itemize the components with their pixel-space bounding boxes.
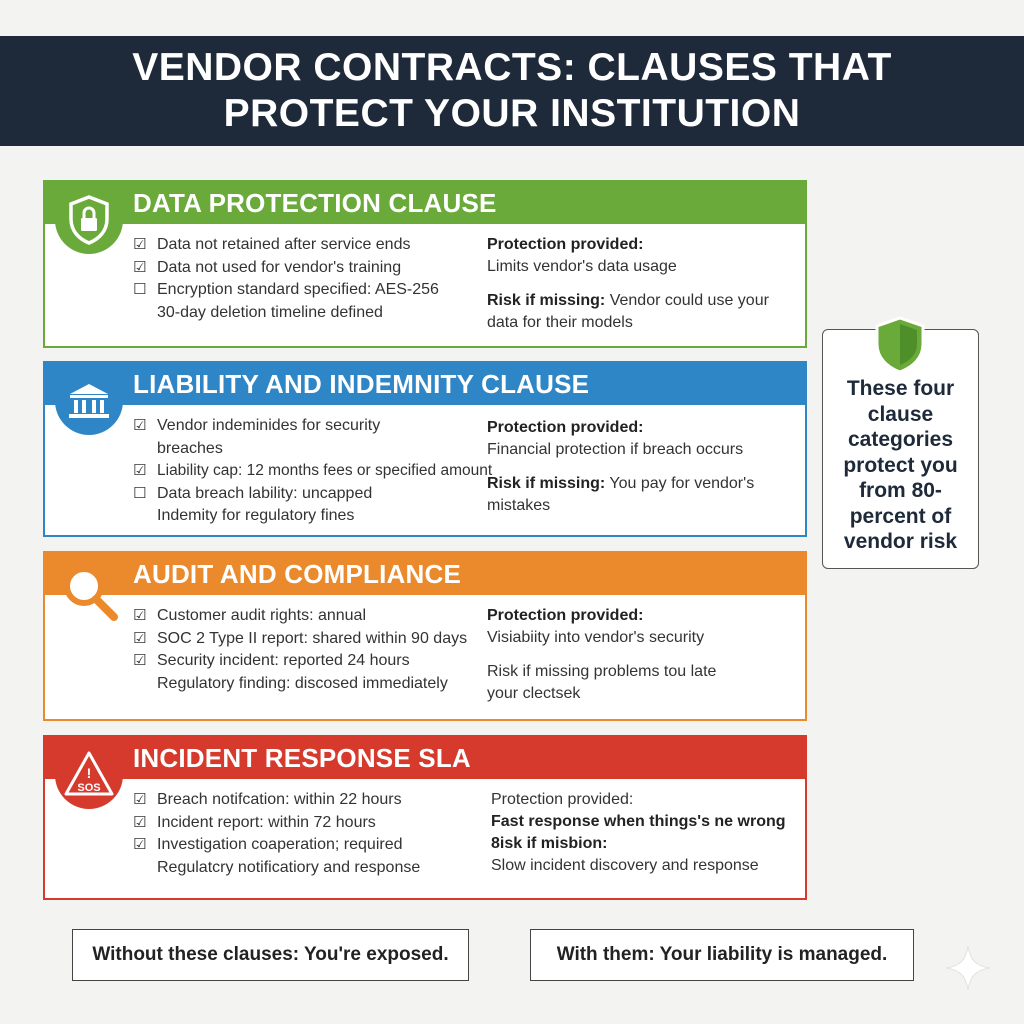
checklist xyxy=(133,234,483,324)
risk-text: You pay for vendor's mistakes xyxy=(487,475,755,514)
risk-label: Risk if missing: xyxy=(487,292,606,309)
checkbox-checked-icon: ☑ xyxy=(133,836,147,853)
list-item: Regulatory finding: discosed immediately xyxy=(157,674,448,692)
protection-text: Limits vendor's data usage xyxy=(487,258,677,275)
side-note-text: These four clause categories protect you from 80-percent of vendor risk xyxy=(843,377,958,553)
risk-label: Risk if missing: xyxy=(487,475,606,492)
protection-label: Protection provided: xyxy=(487,419,644,436)
protection-info xyxy=(487,234,797,334)
title-line-2: PROTECT YOUR INSTITUTION xyxy=(223,92,801,135)
shield-lock-icon xyxy=(55,186,123,254)
checkbox-empty-icon: ☐ xyxy=(133,484,147,502)
card-header xyxy=(45,182,805,224)
list-item: ☑ Incident report: within 72 hours xyxy=(133,812,483,835)
checkbox-checked-icon: ☑ xyxy=(133,462,147,479)
risk-info xyxy=(487,661,747,705)
list-item: Regulatcry notificatiory and response xyxy=(157,858,421,876)
risk-info xyxy=(487,290,797,334)
checkbox-checked-icon: ☑ xyxy=(133,607,147,624)
checkbox-checked-icon: ☑ xyxy=(133,417,147,434)
protection-text: Financial protection if breach occurs xyxy=(487,441,744,458)
title-line-1: VENDOR CONTRACTS: CLAUSES THAT xyxy=(132,46,892,89)
card-audit-compliance xyxy=(43,551,807,721)
protection-info xyxy=(491,789,801,877)
list-item: ☑ Breach notifcation: within 22 hours xyxy=(133,789,483,812)
list-item: Indemity for regulatory fines xyxy=(157,507,355,524)
card-title: DATA PROTECTION CLAUSE xyxy=(133,187,497,218)
list-item: ☐ Data breach lability: uncapped xyxy=(133,483,493,506)
checkbox-checked-icon: ☑ xyxy=(133,629,147,647)
list-item: ☐ Encryption standard specified: AES-256 xyxy=(133,279,483,302)
protection-label: Protection provided: xyxy=(491,791,634,808)
sparkle-icon xyxy=(944,944,992,992)
footer-without-clauses xyxy=(72,929,469,981)
card-header xyxy=(45,553,805,595)
list-item: ☑ Data not retained after service ends xyxy=(133,234,483,257)
risk-text: Slow incident discovery and response xyxy=(491,857,759,874)
footer-with-clauses xyxy=(530,929,914,981)
checklist xyxy=(133,789,483,879)
checklist xyxy=(133,605,483,695)
protection-label: Protection provided: xyxy=(487,607,644,624)
sos-alert-icon xyxy=(55,741,123,809)
risk-info xyxy=(487,473,797,517)
card-header xyxy=(45,363,805,405)
card-liability-indemnity xyxy=(43,361,807,537)
protection-text: Fast response when things's ne wrong xyxy=(491,813,786,830)
checkbox-checked-icon: ☑ xyxy=(133,258,147,276)
list-item: ☑ Data not used for vendor's training xyxy=(133,257,483,280)
shield-icon xyxy=(873,316,927,374)
card-title: LIABILITY AND INDEMNITY CLAUSE xyxy=(133,368,590,399)
svg-text:!: ! xyxy=(86,765,92,781)
checkbox-checked-icon: ☑ xyxy=(133,813,147,831)
protection-info xyxy=(487,605,797,705)
bank-icon xyxy=(55,367,123,435)
side-note-box xyxy=(822,329,979,569)
sos-label: SOS xyxy=(77,782,101,794)
checkbox-checked-icon: ☑ xyxy=(133,652,147,669)
page-title xyxy=(132,45,892,137)
card-title: AUDIT AND COMPLIANCE xyxy=(133,558,462,589)
checkbox-checked-icon: ☑ xyxy=(133,236,147,253)
list-item: ☑ Liability cap: 12 months fees or specified amount xyxy=(133,460,493,483)
card-title: INCIDENT RESPONSE SLA xyxy=(133,742,471,773)
protection-info xyxy=(487,417,797,517)
list-item: ☑ SOC 2 Type II report: shared within 90 days xyxy=(133,628,483,651)
risk-text: Risk if missing problems tou late your clectsek xyxy=(487,663,717,702)
protection-label: Protection provided: xyxy=(487,236,644,253)
list-item: ☑ Vendor indeminides for security breaches xyxy=(133,417,381,457)
checkbox-empty-icon: ☐ xyxy=(133,281,147,298)
magnifier-icon xyxy=(57,559,125,627)
footer-right-text: With them: Your liability is managed. xyxy=(556,944,888,965)
footer-left-text: Without these clauses: You're exposed. xyxy=(92,944,449,965)
list-item: ☑ Investigation coaperation; required xyxy=(133,834,483,857)
checkbox-checked-icon: ☑ xyxy=(133,791,147,808)
header-banner xyxy=(0,36,1024,146)
risk-text: Vendor could use your data for their models xyxy=(487,292,769,331)
card-header xyxy=(45,737,805,779)
card-incident-response xyxy=(43,735,807,900)
risk-label: 8isk if misbion: xyxy=(491,835,608,852)
card-data-protection xyxy=(43,180,807,348)
checklist xyxy=(133,415,493,528)
protection-text: Visiabiity into vendor's security xyxy=(487,629,705,646)
list-item: ☑ Security incident: reported 24 hours xyxy=(133,650,483,673)
list-item: 30-day deletion timeline defined xyxy=(157,303,383,321)
list-item: ☑ Customer audit rights: annual xyxy=(133,605,483,628)
